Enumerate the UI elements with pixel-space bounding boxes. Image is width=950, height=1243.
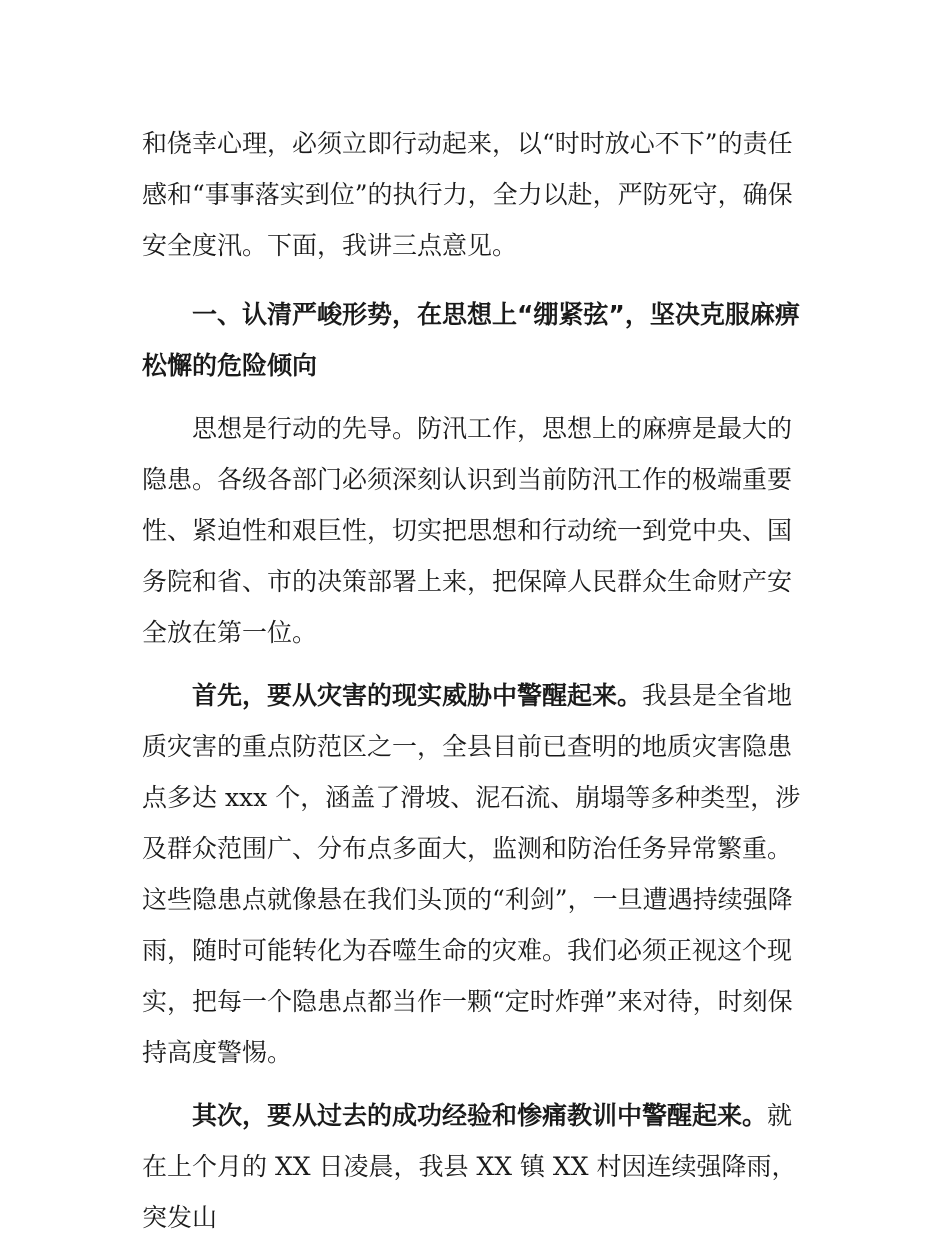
paragraph-body-second: 就在上个月的 XX 日凌晨，我县 XX 镇 XX 村因连续强降雨，突发山 <box>142 1101 797 1232</box>
paragraph-lead-second: 其次，要从过去的成功经验和惨痛教训中警醒起来。 <box>192 1101 768 1130</box>
paragraph-first-point <box>142 670 810 1078</box>
paragraph-body-first: 我县是全省地质灾害的重点防范区之一，全县目前已查明的地质灾害隐患点多达 xxx 个，涵盖了滑坡、泥石流、崩塌等多种类型，涉及群众范围广、分布点多面大，监测和防治任务异常繁重。这些隐患点就像悬在我们头顶的“利剑”，一旦遭遇持续强降雨，随时可能转化为吞噬生命的灾难。我们必须正视这个现实，把每一个隐患点都当作一颗“定时炸弹”来对待，时刻保持高度警惕。 <box>142 681 801 1067</box>
paragraph-thinking: 思想是行动的先导。防汛工作，思想上的麻痹是最大的隐患。各级各部门必须深刻认识到当前防汛工作的极端重要性、紧迫性和艰巨性，切实把思想和行动统一到党中央、国务院和省、市的决策部署上来，把保障人民群众生命财产安全放在第一位。 <box>142 414 793 647</box>
paragraph-lead-first: 首先，要从灾害的现实威胁中警醒起来。 <box>192 681 643 710</box>
document-body <box>142 118 810 1243</box>
section-heading-1: 一、认清严峻形势，在思想上“绷紧弦”，坚决克服麻痹松懈的危险倾向 <box>142 300 800 380</box>
paragraph-second-point <box>142 1090 810 1243</box>
paragraph-intro-continuation: 和侥幸心理，必须立即行动起来，以“时时放心不下”的责任感和“事事落实到位”的执行力，全力以赴，严防死守，确保安全度汛。下面，我讲三点意见。 <box>142 129 793 260</box>
